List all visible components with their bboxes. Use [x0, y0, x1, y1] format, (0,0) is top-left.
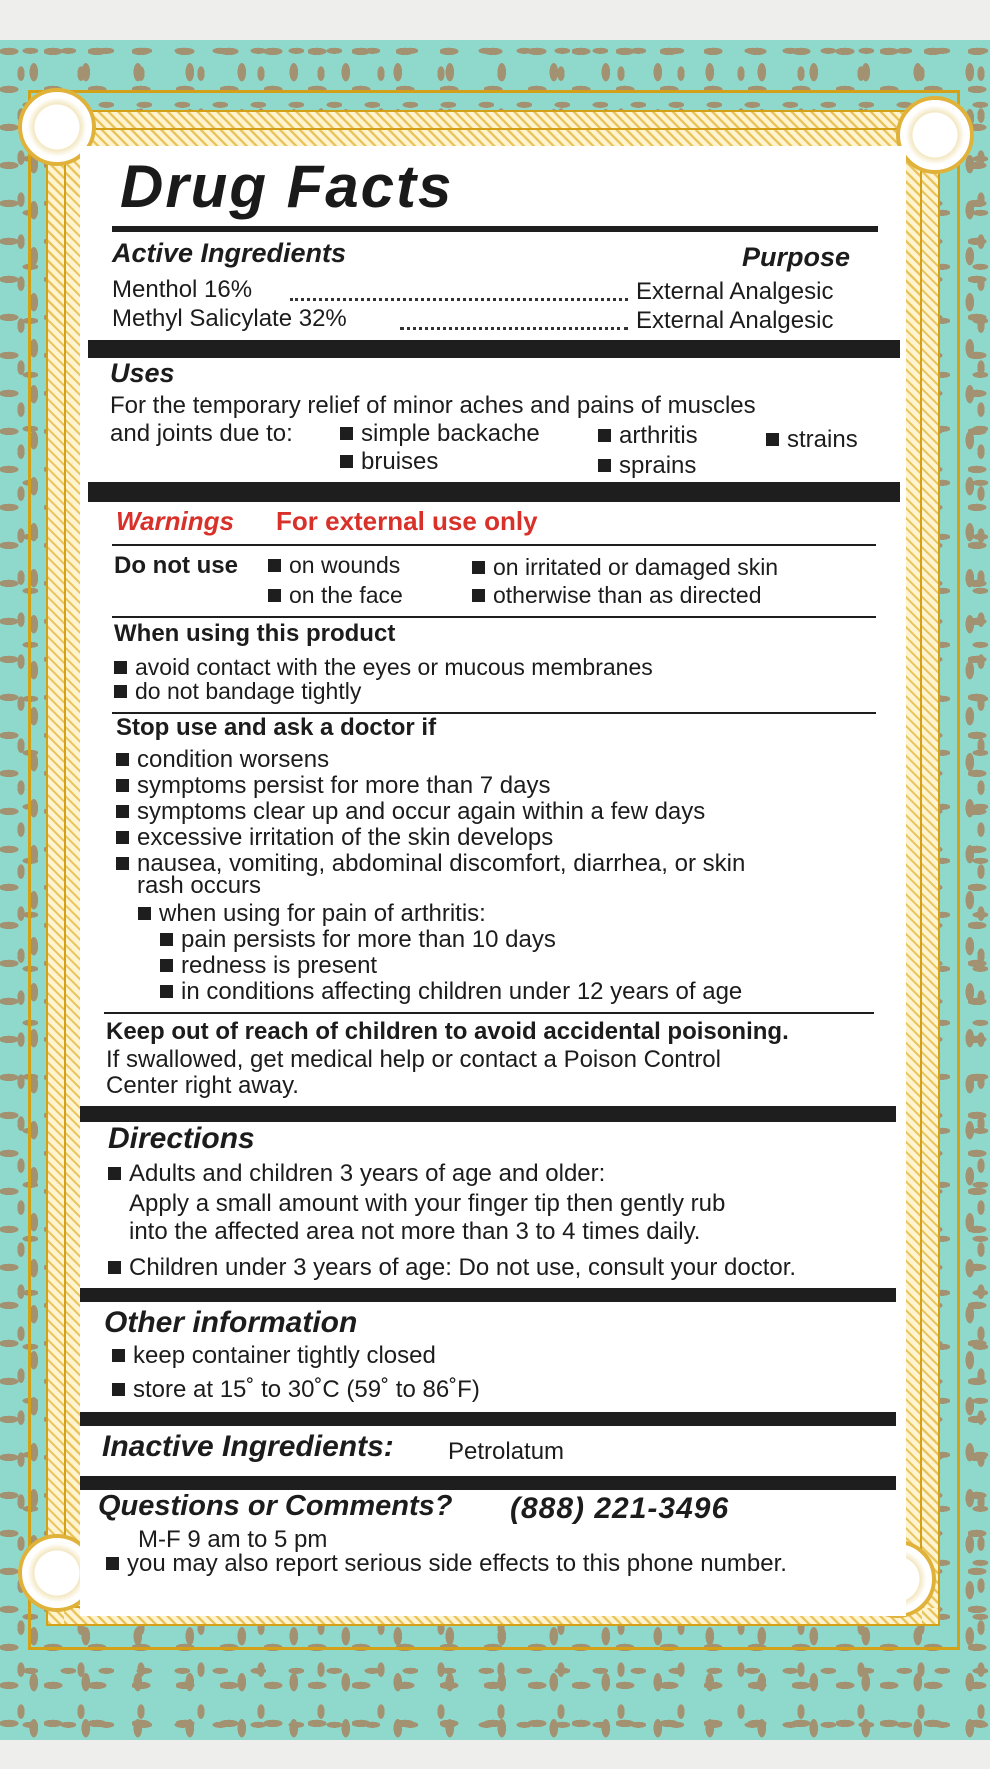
- ingredient-name: Methyl Salicylate 32%: [112, 305, 347, 332]
- keep-out-warning: Keep out of reach of children to avoid accidental poisoning.: [106, 1018, 789, 1045]
- do-not-use-item: on wounds: [268, 552, 400, 579]
- phone-number: (888) 221-3496: [510, 1492, 730, 1525]
- stop-use-item: nausea, vomiting, abdominal discomfort, diarrhea, or skin: [116, 850, 745, 878]
- section-bar: [80, 1412, 896, 1426]
- purpose-heading: Purpose: [742, 242, 851, 272]
- arthritis-item: in conditions affecting children under 12 years of age: [160, 978, 742, 1006]
- when-using-item: avoid contact with the eyes or mucous membranes: [114, 654, 653, 681]
- use-item: sprains: [598, 452, 696, 480]
- directions-text: Apply a small amount with your finger tip then gently rub: [129, 1190, 726, 1217]
- warnings-subtitle: For external use only: [276, 506, 538, 536]
- ingredient-purpose: External Analgesic: [636, 307, 834, 334]
- use-item: simple backache: [340, 420, 540, 448]
- uses-heading: Uses: [110, 358, 175, 388]
- corner-ornament-top-right: [896, 96, 974, 174]
- directions-heading: Directions: [108, 1122, 255, 1155]
- ingredient-purpose: External Analgesic: [636, 278, 834, 305]
- leader-dots: [290, 298, 628, 301]
- divider: [104, 1012, 874, 1014]
- inactive-heading: Inactive Ingredients:: [102, 1430, 394, 1463]
- stop-use-item: symptoms persist for more than 7 days: [116, 772, 550, 800]
- keep-out-text: Center right away.: [106, 1072, 299, 1099]
- when-using-item: do not bandage tightly: [114, 678, 361, 705]
- do-not-use-label: Do not use: [114, 552, 238, 579]
- report-note: you may also report serious side effects to this phone number.: [106, 1550, 787, 1578]
- divider: [112, 616, 876, 618]
- do-not-use-item: on the face: [268, 582, 403, 609]
- ingredient-name: Menthol 16%: [112, 276, 253, 303]
- when-using-heading: When using this product: [114, 620, 396, 647]
- stop-use-item-continued: rash occurs: [137, 872, 262, 899]
- page-title: Drug Facts: [120, 153, 454, 220]
- section-bar: [80, 1106, 896, 1122]
- section-bar: [80, 1288, 896, 1302]
- hours: M-F 9 am to 5 pm: [138, 1526, 328, 1553]
- active-ingredients-heading: Active Ingredients: [112, 238, 347, 268]
- stop-use-item: condition worsens: [116, 746, 329, 774]
- section-bar: [88, 340, 900, 358]
- other-info-item: store at 15˚ to 30˚C (59˚ to 86˚F): [112, 1376, 480, 1404]
- directions-item: Children under 3 years of age: Do not use, consult your doctor.: [108, 1254, 796, 1282]
- warnings-heading: Warnings: [116, 506, 234, 536]
- inactive-value: Petrolatum: [448, 1438, 565, 1465]
- arthritis-heading: when using for pain of arthritis:: [138, 900, 486, 928]
- section-bar: [88, 482, 900, 502]
- stop-use-item: excessive irritation of the skin develops: [116, 824, 553, 852]
- other-info-item: keep container tightly closed: [112, 1342, 436, 1370]
- stop-use-item: symptoms clear up and occur again within a few days: [116, 798, 705, 826]
- leader-dots: [400, 327, 628, 330]
- uses-text: For the temporary relief of minor aches and pains of muscles: [110, 392, 756, 419]
- divider: [112, 544, 876, 546]
- do-not-use-item: otherwise than as directed: [472, 582, 762, 609]
- keep-out-text: If swallowed, get medical help or contact a Poison Control: [106, 1046, 721, 1073]
- directions-text: into the affected area not more than 3 to 4 times daily.: [129, 1218, 701, 1245]
- arthritis-item: redness is present: [160, 952, 377, 980]
- uses-prefix: and joints due to:: [110, 420, 293, 447]
- use-item: arthritis: [598, 422, 698, 450]
- use-item: bruises: [340, 448, 438, 476]
- other-info-heading: Other information: [104, 1306, 358, 1339]
- directions-item: Adults and children 3 years of age and older:: [108, 1160, 605, 1188]
- use-item: strains: [766, 426, 858, 454]
- do-not-use-item: on irritated or damaged skin: [472, 554, 778, 581]
- section-bar: [80, 1476, 896, 1490]
- title-divider: [112, 226, 878, 232]
- questions-heading: Questions or Comments?: [98, 1490, 453, 1522]
- arthritis-item: pain persists for more than 10 days: [160, 926, 556, 954]
- stop-use-heading: Stop use and ask a doctor if: [116, 714, 437, 741]
